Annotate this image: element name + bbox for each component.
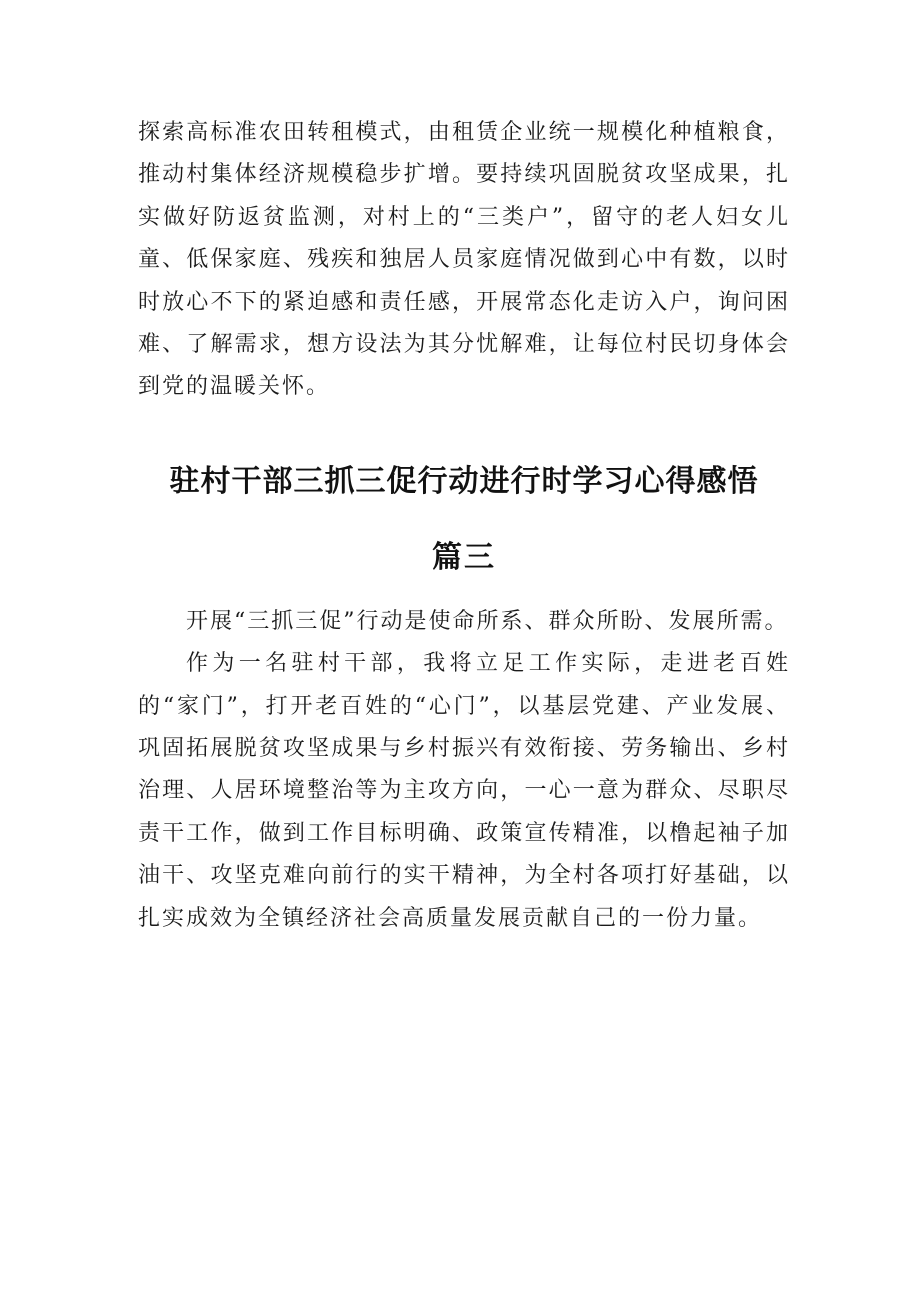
paragraph-intro: 开展“三抓三促”行动是使命所系、群众所盼、发展所需。 [186,608,789,634]
article-title: 驻村干部三抓三促行动进行时学习心得感悟 [169,463,759,499]
paragraph-body: 作为一名驻村干部，我将立足工作实际，走进老百姓的“家门”，打开老百姓的“心门”，以基层党建、产业发展、巩固拓展脱贫攻坚成果与乡村振兴有效衔接、劳务输出、乡村治理、人居环境整治等为主攻方向，一心一意为群众、尽职尽责干工作，做到工作目标明确、政策宣传精准，以橹起袖子加油干、攻坚克难向前行的实干精神，为全村各项打好基础，以扎实成效为全镇经济社会高质量发展贡献自己的一份力量。 [138,651,790,931]
paragraph-continued: 探索高标准农田转租模式，由租赁企业统一规模化种植粮食，推动村集体经济规模稳步扩增。要持续巩固脱贫攻坚成果，扎实做好防返贫监测，对村上的“三类户”，留守的老人妇女儿童、低保家庭、残疾和独居人员家庭情况做到心中有数，以时时放心不下的紧迫感和责任感，开展常态化走访入户，询问困难、了解需求，想方设法为其分忧解难，让每位村民切身体会到党的温暖关怀。 [138,120,790,400]
document-body [138,112,790,940]
article-subtitle: 篇三 [432,539,496,575]
